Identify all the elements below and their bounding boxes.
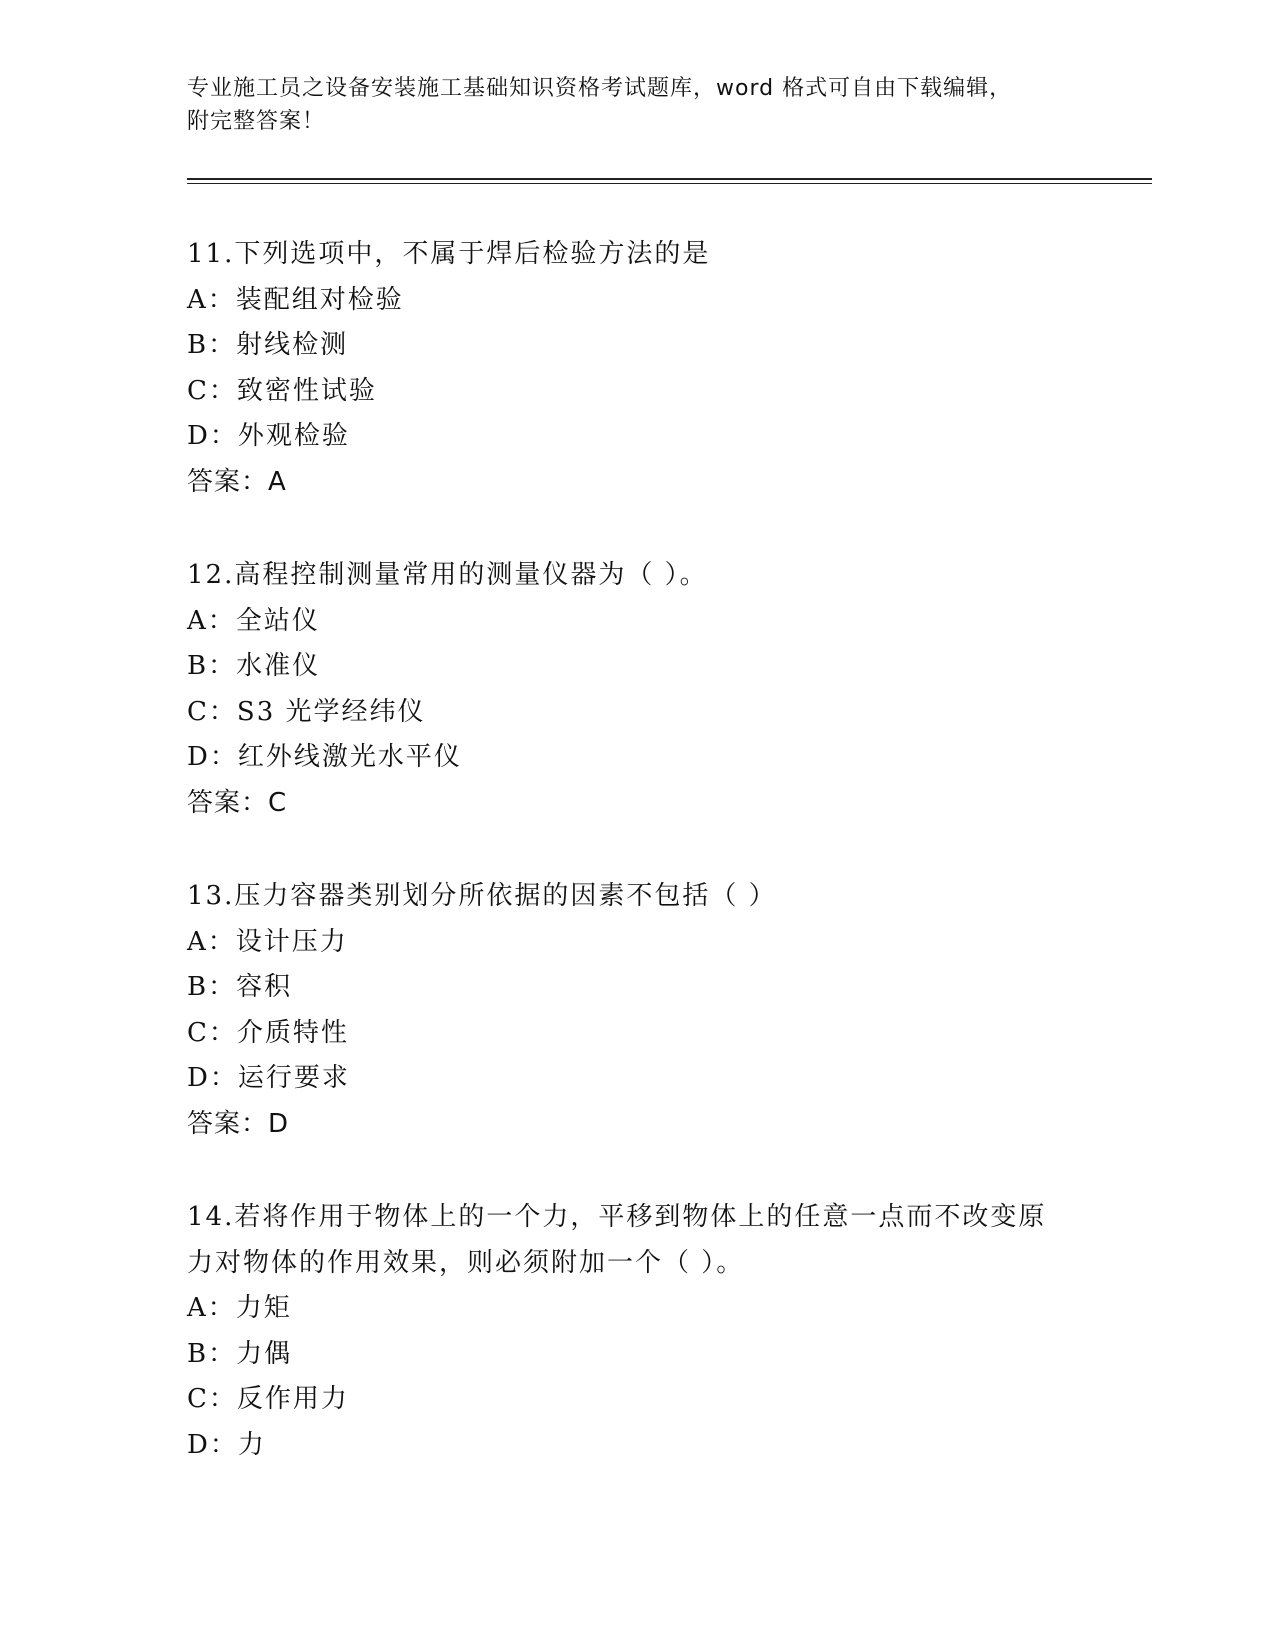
option-c: C：反作用力	[187, 1384, 349, 1414]
option-c: C：致密性试验	[187, 375, 377, 406]
header-divider-thick	[187, 178, 1152, 180]
option-a: A：装配组对检验	[187, 284, 404, 315]
header-line-2: 附完整答案！	[187, 109, 326, 134]
option-a: A：设计压力	[187, 926, 348, 957]
answer: 答案：A	[187, 466, 287, 497]
answer: 答案：D	[187, 1108, 290, 1139]
option-a: A：力矩	[187, 1293, 292, 1323]
option-c: C：S3 光学经纬仪	[187, 696, 426, 727]
option-d: D：红外线激光水平仪	[187, 742, 462, 772]
question-13	[187, 874, 1087, 1147]
question-stem-line-2: 力对物体的作用效果，则必须附加一个（ ）。	[187, 1247, 745, 1278]
header-divider-thin	[187, 183, 1152, 184]
option-b: B：射线检测	[187, 330, 349, 360]
option-d: D：外观检验	[187, 421, 350, 451]
option-b: B：水准仪	[187, 651, 321, 681]
question-stem: 12.高程控制测量常用的测量仪器为（ ）。	[187, 560, 708, 590]
option-c: C：介质特性	[187, 1017, 349, 1048]
question-14	[187, 1195, 1087, 1468]
option-a: A：全站仪	[187, 605, 320, 636]
header-line-1: 专业施工员之设备安装施工基础知识资格考试题库，word 格式可自由下载编辑，	[187, 76, 1013, 101]
question-12	[187, 553, 1087, 826]
question-11	[187, 232, 1087, 505]
answer: 答案：C	[187, 787, 288, 818]
question-stem: 11.下列选项中，不属于焊后检验方法的是	[187, 239, 711, 269]
question-stem: 13.压力容器类别划分所依据的因素不包括（ ）	[187, 881, 777, 911]
option-d: D：力	[187, 1429, 266, 1460]
question-stem-line-1: 14.若将作用于物体上的一个力，平移到物体上的任意一点而不改变原	[187, 1202, 1047, 1232]
option-b: B：容积	[187, 972, 293, 1002]
document-header	[187, 72, 1087, 138]
option-d: D：运行要求	[187, 1063, 350, 1093]
option-b: B：力偶	[187, 1338, 293, 1369]
